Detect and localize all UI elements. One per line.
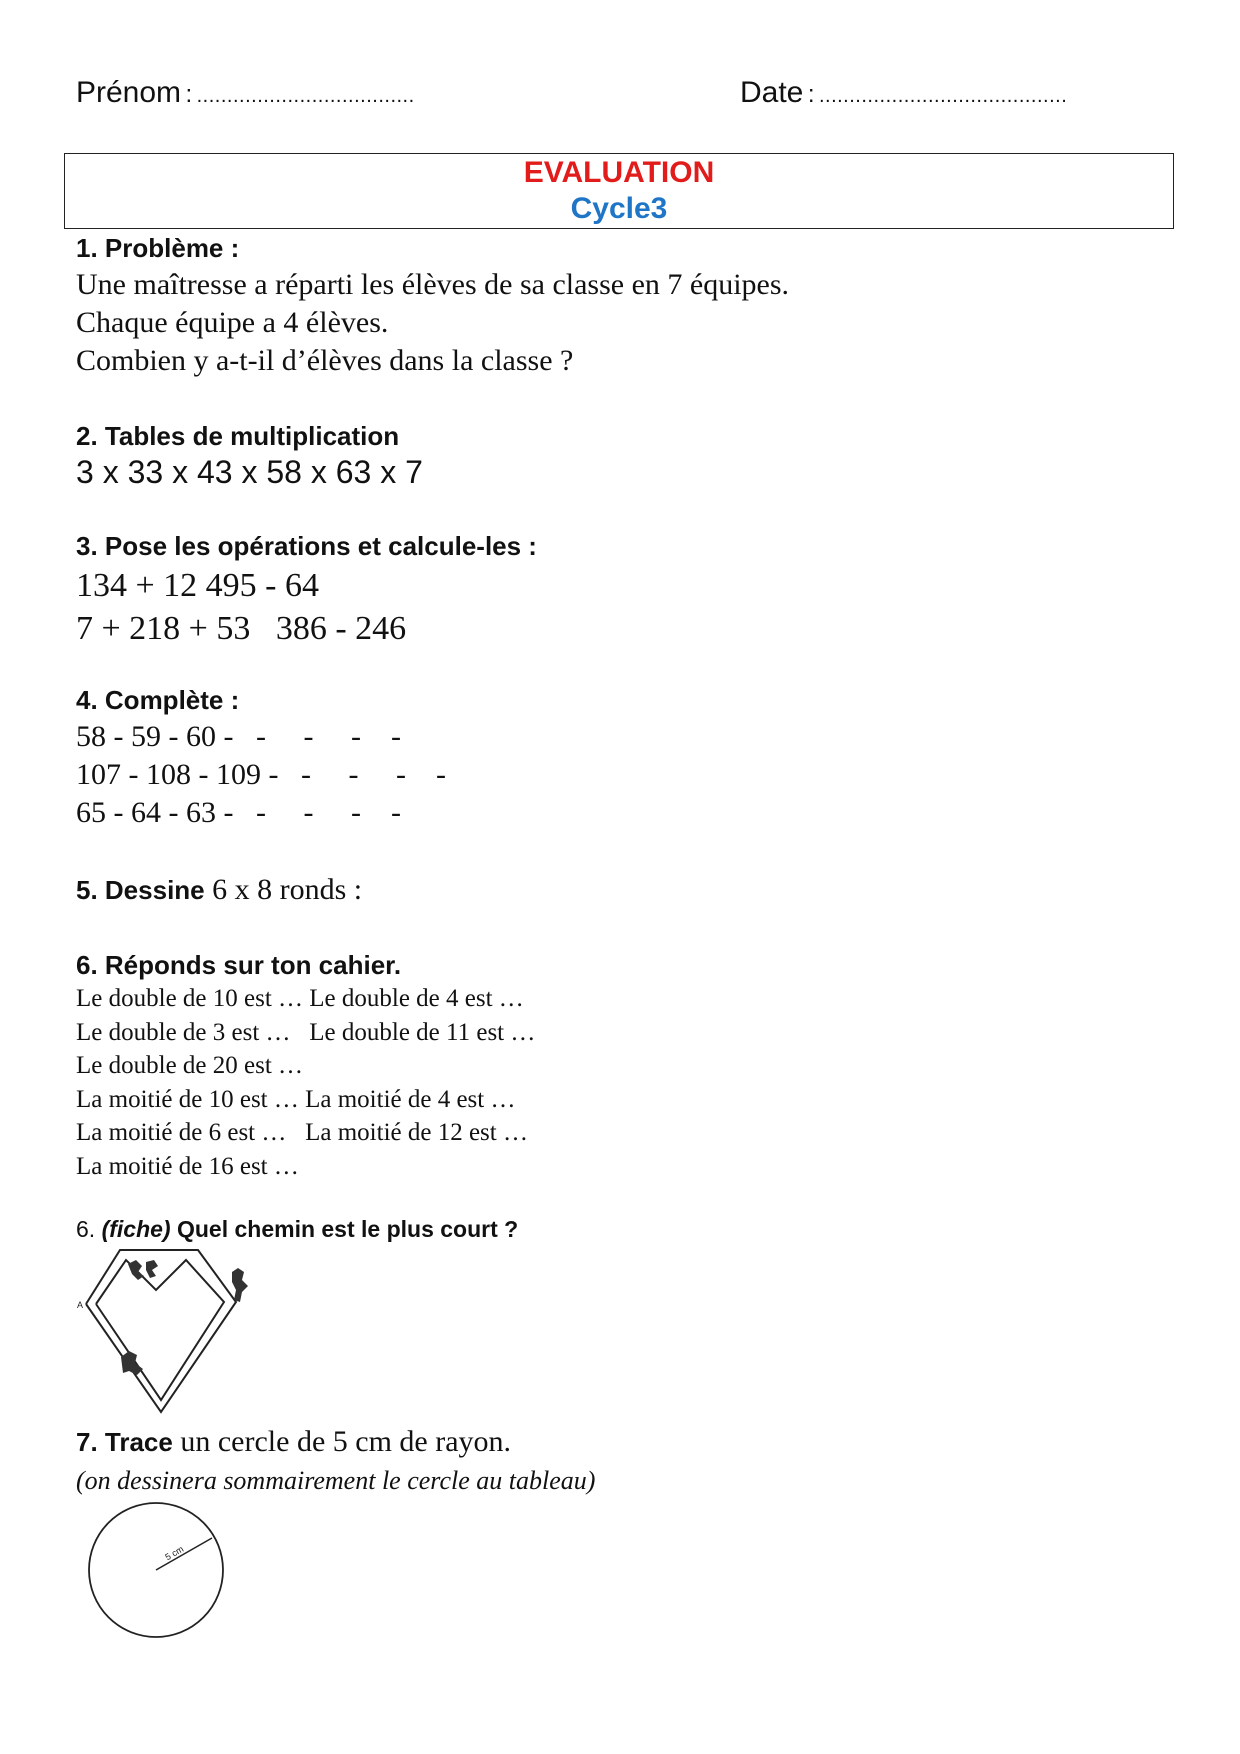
q6b-prefix: 6. — [76, 1216, 102, 1242]
q2-heading: 2. Tables de multiplication — [76, 421, 400, 451]
q7-note: (on dessinera sommairement le cercle au tableau) — [76, 1466, 596, 1495]
q3-operation-line: 134 + 12 495 - 64 — [76, 567, 319, 604]
circle-diagram — [84, 1500, 234, 1645]
q1-heading: 1. Problème : — [76, 233, 240, 263]
q6-answer-line: La moitié de 10 est … La moitié de 4 est … — [76, 1085, 516, 1113]
inner-path — [96, 1260, 224, 1400]
q5-heading: 5. Dessine — [76, 875, 205, 905]
date-label: Date — [740, 76, 804, 109]
outer-path — [86, 1250, 236, 1412]
figure-icon — [232, 1268, 248, 1302]
q6-answers — [76, 982, 535, 1183]
figure-icon — [146, 1260, 158, 1278]
q7-heading: 7. Trace — [76, 1427, 173, 1457]
q1-line: Une maîtresse a réparti les élèves de sa classe en 7 équipes. — [76, 268, 790, 301]
q1-line: Combien y a-t-il d’élèves dans la classe ? — [76, 344, 574, 377]
q2-multiplications: 3 x 33 x 43 x 58 x 63 x 7 — [76, 454, 423, 490]
shortest-path-diagram — [76, 1242, 266, 1417]
q1-line: Chaque équipe a 4 élèves. — [76, 306, 389, 339]
q6-heading: 6. Réponds sur ton cahier. — [76, 950, 402, 980]
date-colon: : — [807, 81, 815, 108]
q7-line — [76, 1425, 511, 1459]
date-field — [740, 76, 1067, 110]
q6-answer-line: Le double de 20 est … — [76, 1052, 304, 1079]
q3-operations — [76, 564, 406, 650]
q6-answer-line: La moitié de 6 est … La moitié de 12 est … — [76, 1119, 528, 1146]
q6b-text: Quel chemin est le plus court ? — [170, 1216, 519, 1242]
title-box — [64, 153, 1174, 229]
q3-operation-line: 7 + 218 + 53 386 - 246 — [76, 610, 407, 647]
date-dots: ......................................... — [818, 85, 1068, 107]
q5-text: 6 x 8 ronds : — [204, 873, 363, 906]
prenom-colon: : — [185, 81, 193, 108]
radius-label: 5 cm — [163, 1543, 186, 1563]
point-label: A — [77, 1300, 84, 1310]
prenom-dots: .................................... — [196, 85, 415, 107]
q6-answer-line: La moitié de 16 est … — [76, 1152, 299, 1180]
title-main: EVALUATION — [523, 156, 715, 189]
q7-text: un cercle de 5 cm de rayon. — [172, 1425, 512, 1458]
figure-icon — [128, 1260, 144, 1280]
q6-answer-line: Le double de 10 est … Le double de 4 est … — [76, 985, 524, 1012]
title-sub: Cycle3 — [570, 192, 668, 225]
q4-sequences — [76, 718, 446, 832]
q5-line — [76, 873, 362, 907]
q4-sequence-line: 65 - 64 - 63 - - - - - — [76, 796, 401, 829]
q4-heading: 4. Complète : — [76, 685, 240, 715]
q6b-italic: (fiche) — [101, 1216, 171, 1242]
q4-sequence-line: 107 - 108 - 109 - - - - - — [76, 758, 446, 791]
q4-sequence-line: 58 - 59 - 60 - - - - - — [76, 720, 401, 753]
q6b-heading — [76, 1216, 518, 1243]
q6-answer-line: Le double de 3 est … Le double de 11 est … — [76, 1018, 536, 1046]
figure-icon — [121, 1351, 143, 1375]
prenom-label: Prénom — [76, 76, 182, 109]
q1-text — [76, 266, 789, 380]
q3-heading: 3. Pose les opérations et calcule-les : — [76, 531, 537, 561]
prenom-field — [76, 76, 415, 110]
